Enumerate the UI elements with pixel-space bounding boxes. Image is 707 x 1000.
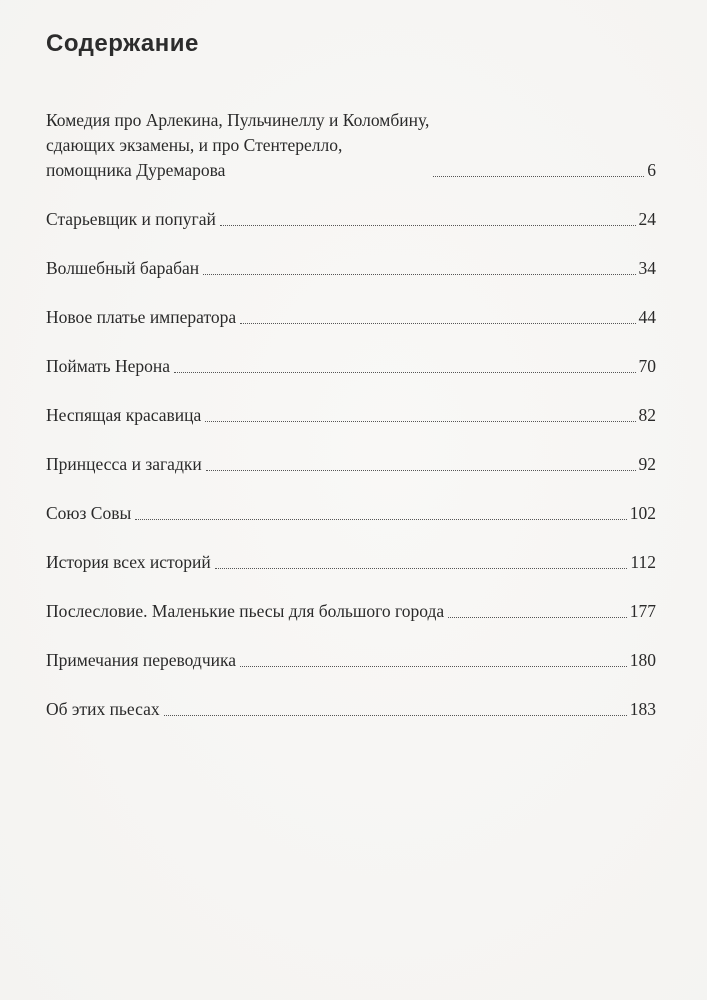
toc-title-line: Послесловие. Маленькие пьесы для большого города — [46, 601, 445, 621]
dot-leader — [433, 176, 644, 177]
toc-title-line: История всех историй — [46, 552, 211, 572]
dot-leader — [240, 323, 635, 324]
contents-heading: Содержание — [46, 30, 199, 57]
toc-entry-about-plays — [46, 697, 656, 722]
toc-entry-title — [46, 256, 199, 281]
toc-page-number: 70 — [638, 356, 656, 376]
toc-title-line: Новое платье императора — [46, 307, 237, 327]
toc-title-line: Старьевщик и попугай — [46, 209, 216, 229]
toc-entry-title — [46, 403, 201, 428]
dot-leader — [205, 421, 635, 422]
toc-title-line: помощника Дуремарова — [46, 160, 226, 180]
dot-leader — [174, 372, 635, 373]
toc-page-number: 92 — [638, 454, 656, 474]
toc-title-line: Неспящая красавица — [46, 405, 202, 425]
toc-page-number: 24 — [638, 209, 656, 229]
toc-entry-comedy — [46, 108, 656, 183]
toc-entry-owl-union — [46, 501, 656, 526]
toc-entry-title — [46, 108, 429, 183]
toc-page-number: 82 — [638, 405, 656, 425]
toc-title-line: Комедия про Арлекина, Пульчинеллу и Коломбину, — [46, 110, 430, 130]
toc-entry-junkman — [46, 207, 656, 232]
toc-entry-emperor — [46, 305, 656, 330]
toc-entry-title — [46, 501, 131, 526]
toc-entry-title — [46, 648, 236, 673]
toc-page-number: 112 — [630, 552, 656, 572]
dot-leader — [215, 568, 628, 569]
toc-entry-sleepless-beauty — [46, 403, 656, 428]
dot-leader — [164, 715, 627, 716]
toc-entry-title — [46, 452, 202, 477]
dot-leader — [206, 470, 636, 471]
table-of-contents — [46, 108, 656, 746]
toc-page-number: 177 — [629, 601, 656, 621]
toc-entry-magic-drum — [46, 256, 656, 281]
toc-entry-title — [46, 550, 211, 575]
toc-entry-title — [46, 207, 216, 232]
toc-entry-title — [46, 305, 236, 330]
toc-entry-nero — [46, 354, 656, 379]
toc-page-number: 34 — [638, 258, 656, 278]
toc-title-line: сдающих экзамены, и про Стентерелло, — [46, 135, 343, 155]
toc-title-line: Союз Совы — [46, 503, 132, 523]
toc-title-line: Об этих пьесах — [46, 699, 160, 719]
toc-title-line: Примечания переводчика — [46, 650, 236, 670]
toc-title-line: Волшебный барабан — [46, 258, 200, 278]
toc-page-number: 6 — [647, 160, 656, 180]
dot-leader — [135, 519, 627, 520]
toc-page-number: 102 — [629, 503, 656, 523]
toc-entry-title — [46, 697, 160, 722]
toc-entry-title — [46, 599, 444, 624]
toc-entry-princess — [46, 452, 656, 477]
toc-page-number: 180 — [629, 650, 656, 670]
toc-entry-title — [46, 354, 170, 379]
dot-leader — [220, 225, 636, 226]
toc-entry-translator-notes — [46, 648, 656, 673]
toc-page-number: 44 — [638, 307, 656, 327]
toc-entry-afterword — [46, 599, 656, 624]
toc-entry-all-stories — [46, 550, 656, 575]
dot-leader — [203, 274, 635, 275]
dot-leader — [240, 666, 627, 667]
toc-page-number: 183 — [629, 699, 656, 719]
toc-title-line: Принцесса и загадки — [46, 454, 202, 474]
dot-leader — [448, 617, 627, 618]
toc-title-line: Поймать Нерона — [46, 356, 171, 376]
